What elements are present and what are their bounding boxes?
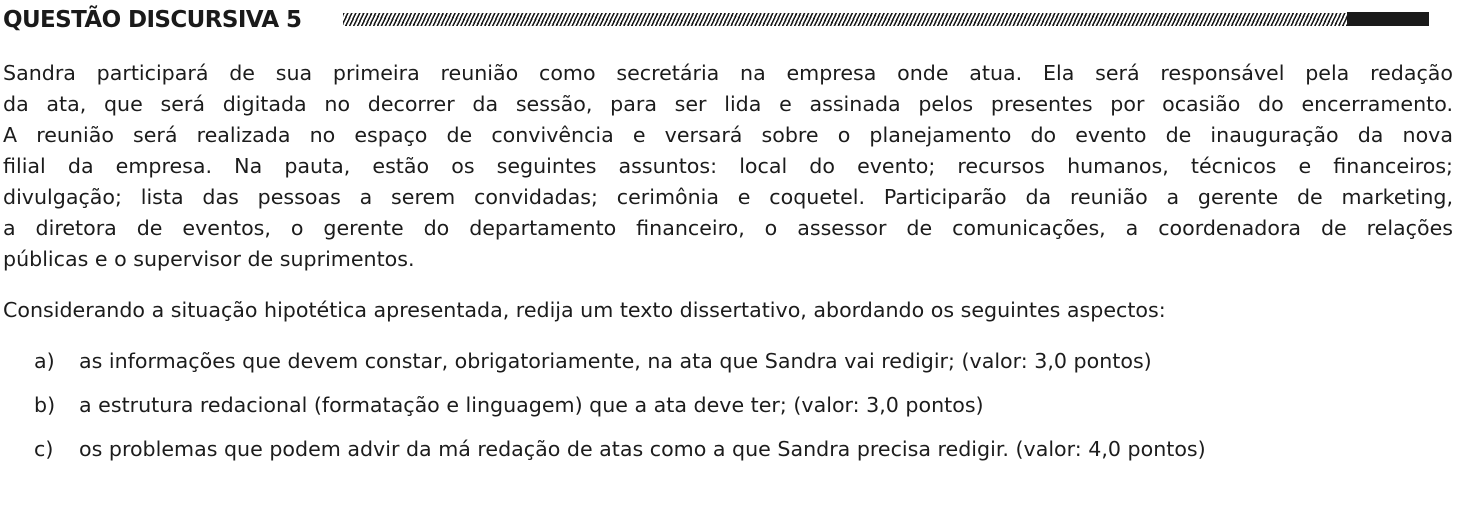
item-letter: b)	[34, 392, 56, 417]
item-letter: a)	[34, 348, 55, 373]
paragraph-line: públicas e o supervisor de suprimentos.	[3, 247, 415, 271]
scenario-paragraph	[3, 58, 1453, 275]
item-letter: c)	[34, 436, 54, 461]
question-header	[3, 2, 1429, 38]
list-item	[3, 427, 1453, 471]
item-text: os problemas que podem advir da má redação de atas como a que Sandra precisa redigir. (valor: 4,0 pontos)	[79, 436, 1206, 461]
aspects-list	[3, 339, 1453, 471]
list-item	[3, 383, 1453, 427]
paragraph-line: da ata, que será digitada no decorrer da sessão, para ser lida e assinada pelos presentes por ocasião do encerramento.	[3, 92, 1453, 116]
paragraph-line: divulgação; lista das pessoas a serem convidadas; cerimônia e coquetel. Participarão da reunião a gerente de marketing,	[3, 185, 1453, 209]
list-item	[3, 339, 1453, 383]
hatched-rule-decoration	[343, 13, 1347, 26]
item-text: as informações que devem constar, obrigatoriamente, na ata que Sandra vai redigir; (valor: 3,0 pontos)	[79, 348, 1152, 373]
paragraph-line: filial da empresa. Na pauta, estão os seguintes assuntos: local do evento; recursos humanos, técnicos e financeiros;	[3, 154, 1453, 178]
item-text: a estrutura redacional (formatação e linguagem) que a ata deve ter; (valor: 3,0 pontos)	[79, 392, 984, 417]
paragraph-line: a diretora de eventos, o gerente do departamento financeiro, o assessor de comunicações, a coordenadora de relações	[3, 216, 1453, 240]
question-title: QUESTÃO DISCURSIVA 5	[3, 7, 302, 33]
instruction-prompt: Considerando a situação hipotética apresentada, redija um texto dissertativo, abordando os seguintes aspectos:	[3, 298, 1166, 322]
paragraph-line: A reunião será realizada no espaço de convivência e versará sobre o planejamento do evento de inauguração da nova	[3, 123, 1453, 147]
question-body	[3, 58, 1453, 471]
paragraph-line: Sandra participará de sua primeira reunião como secretária na empresa onde atua. Ela será responsável pela redação	[3, 61, 1453, 85]
solid-bar-decoration	[1347, 12, 1429, 26]
